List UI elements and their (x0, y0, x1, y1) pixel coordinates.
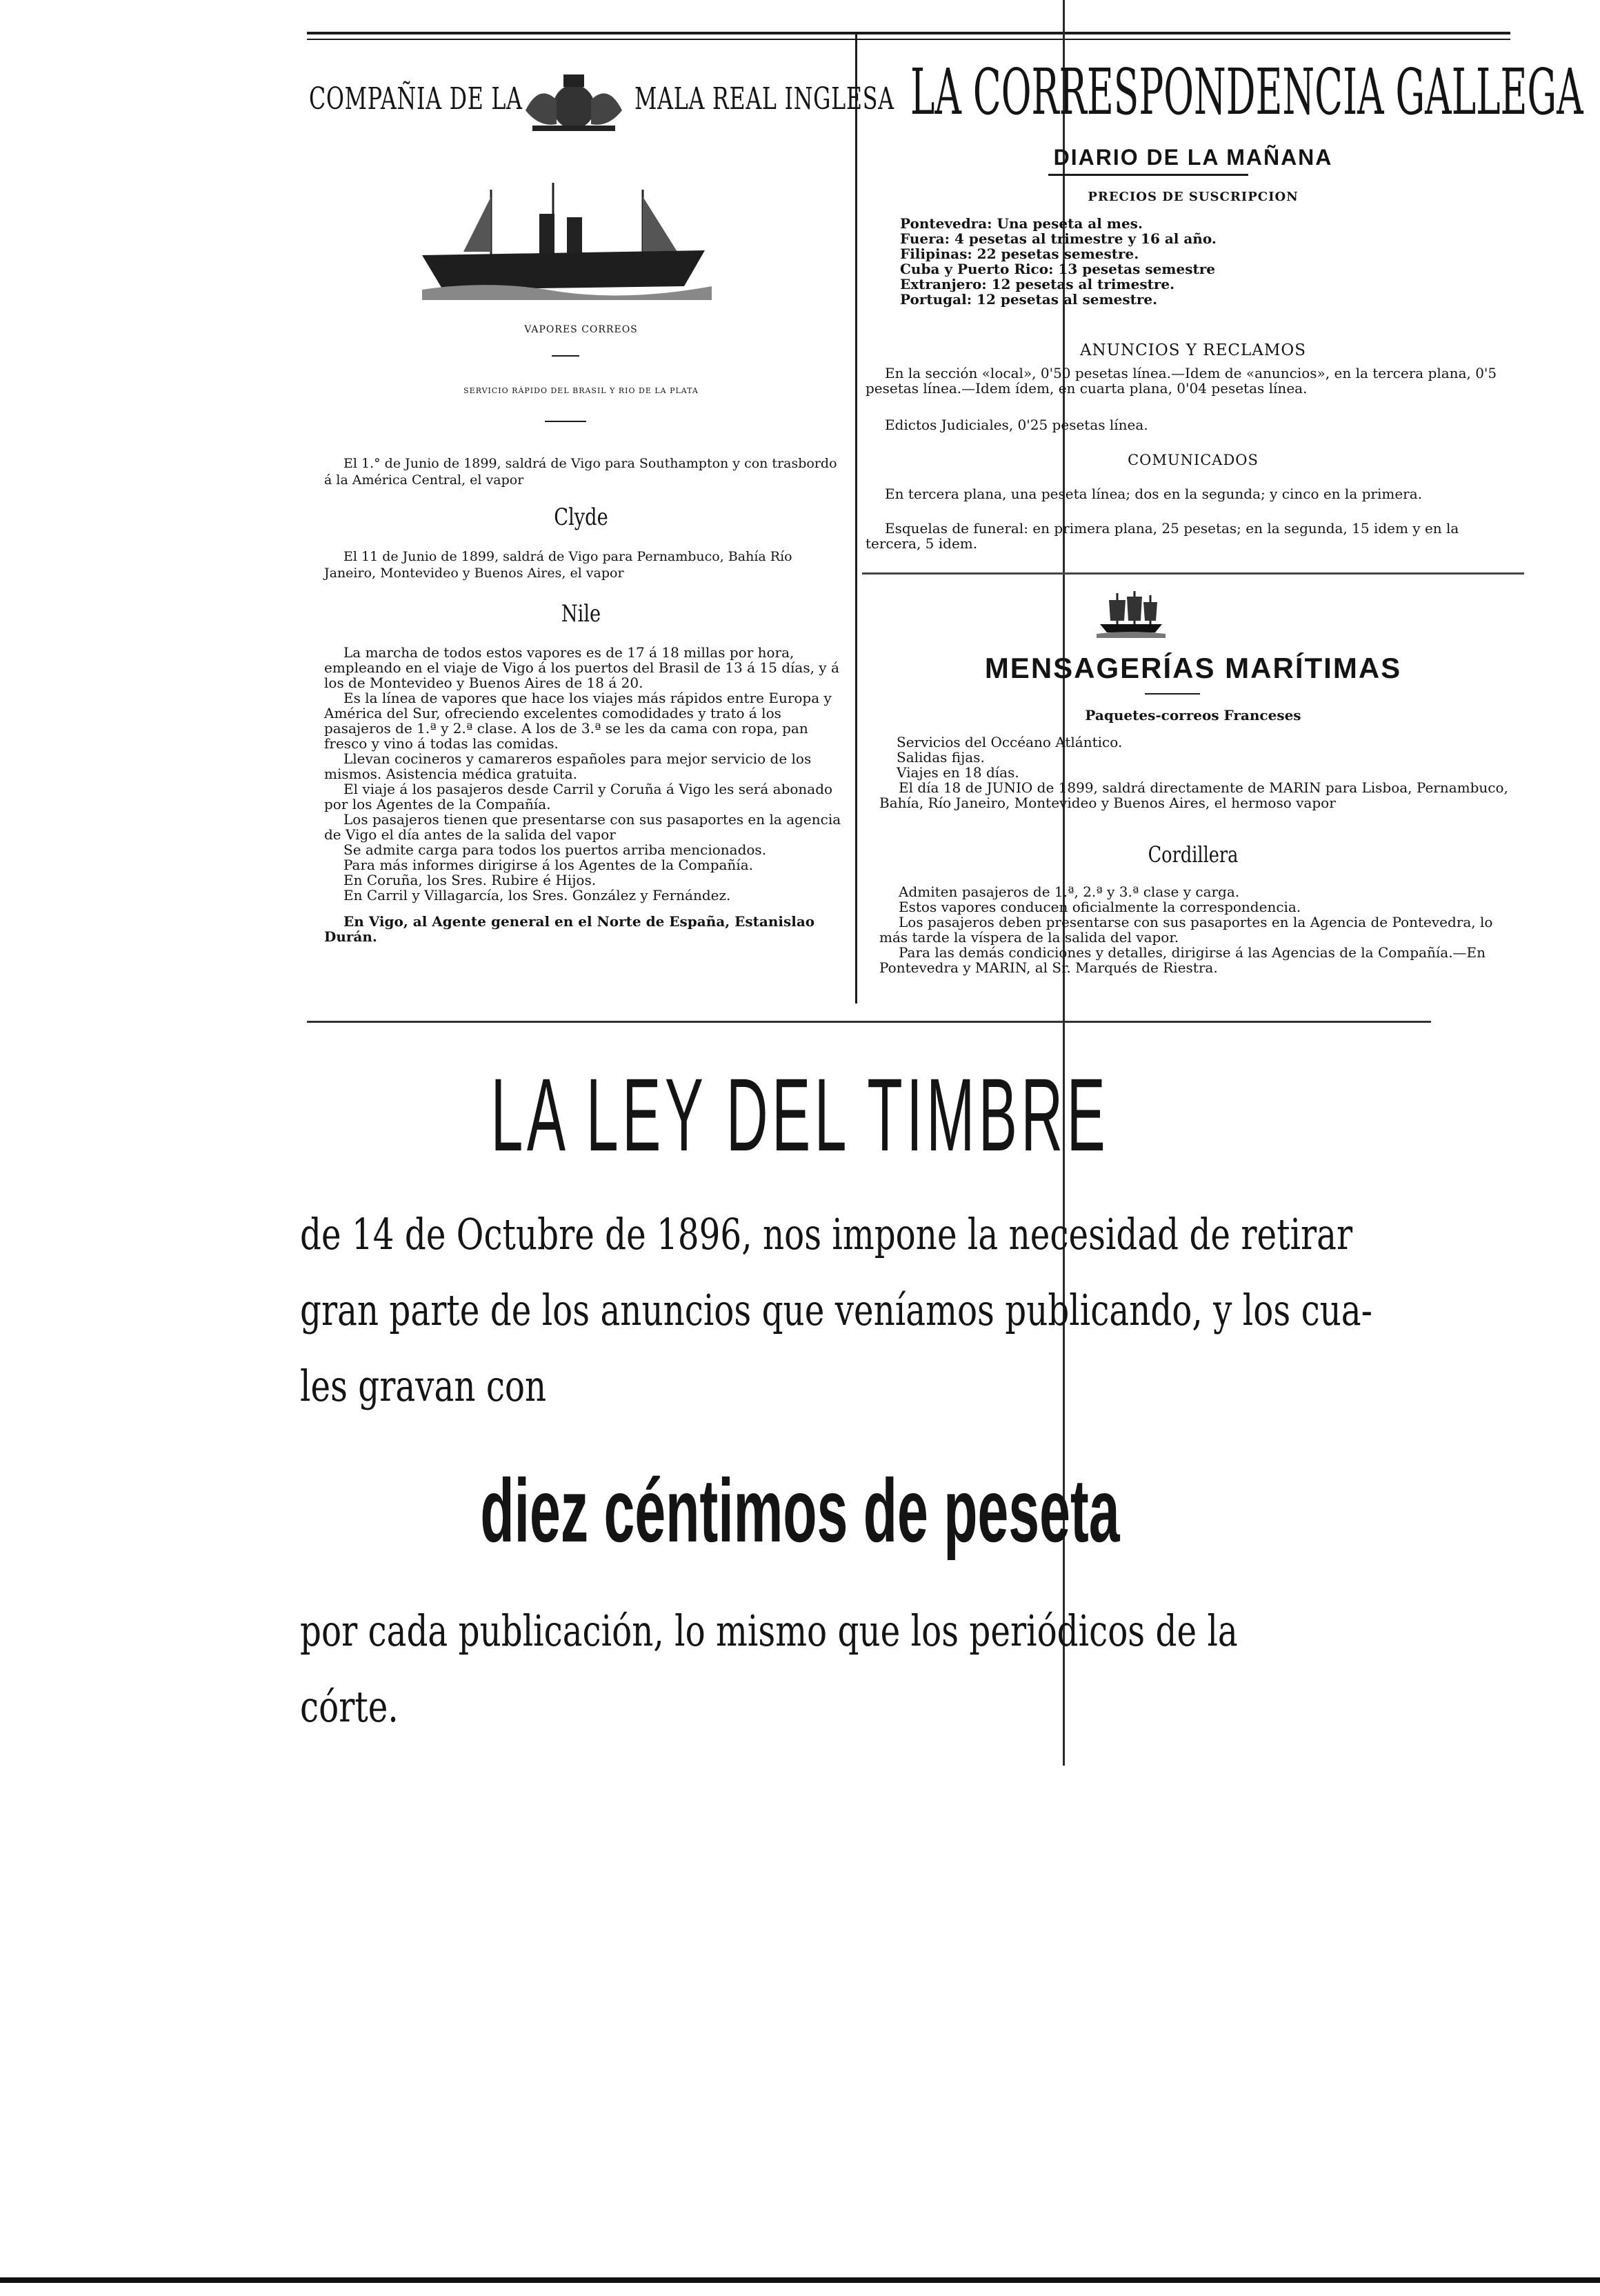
mensagerias-paragraphs (879, 884, 1514, 975)
left-paragraph: El viaje á los pasajeros desde Carril y Coruña á Vigo les será abonado por los Agentes de la Compañía. (324, 781, 833, 812)
right-separator (862, 572, 1524, 575)
mensagerias-paragraph: Los pasajeros deben presentarse con sus pasaportes en la Agencia de Pontevedra, lo más tarde la víspera de la salida del vapor. (879, 914, 1493, 946)
left-paragraph: Para más informes dirigirse á los Agentes de la Compañía. (343, 857, 753, 873)
price-item: Extranjero: 12 pesetas al trimestre. (900, 276, 1175, 292)
ship-name-cordillera: Cordillera (1148, 841, 1239, 868)
notice-line-3: les gravan con (300, 1361, 547, 1411)
top-rule (307, 32, 1510, 34)
left-paragraph: La marcha de todos estos vapores es de 17 á 18 millas por hora, empleando en el viaje de Vigo á los puertos del Brasil de 13 á 15 días, y á los de Montevideo y Buenos Aires de 18 á 20. (324, 644, 839, 691)
mensagerias-line: Servicios del Occéano Atlántico. (897, 734, 1123, 750)
ship-name-1: Clyde (554, 503, 608, 531)
mensagerias-line: Salidas fijas. (897, 749, 985, 766)
left-dash (552, 355, 579, 357)
ship-name-2: Nile (561, 600, 601, 628)
price-item: Filipinas: 22 pesetas semestre. (900, 246, 1139, 262)
mensagerias-paragraph: Admiten pasajeros de 1.ª, 2.ª y 3.ª clase y carga. (899, 884, 1240, 900)
comm-text: En tercera plana, una peseta línea; dos en la segunda; y cinco en la primera. (885, 486, 1423, 502)
mensagerias-subtitle: Paquetes-correos Franceses (1085, 707, 1301, 723)
notice-line-2: gran parte de los anuncios que veníamos publicando, y los cua- (300, 1285, 1372, 1335)
subtitle-underline (1048, 174, 1248, 176)
price-item: Fuera: 4 pesetas al trimestre y 16 al año. (900, 230, 1217, 247)
price-item: Portugal: 12 pesetas al semestre. (900, 291, 1158, 308)
top-rule-thin (307, 39, 1510, 40)
column-divider (855, 34, 857, 1004)
left-title-part2: MALA REAL INGLESA (634, 81, 894, 117)
left-subtitle: VAPORES CORREOS (524, 324, 638, 335)
left-paragraph: Es la línea de vapores que hace los viajes más rápidos entre Europa y América del Sur, ofreciendo excelentes comodidades y trato á los pasajeros de 1.ª y 2.ª clase. A los de 3.ª se les da cama con ropa, pan fresco y vino á todas las comidas. (324, 690, 832, 752)
ads-heading: ANUNCIOS Y RECLAMOS (1079, 341, 1307, 359)
notice-line-5: córte. (300, 1681, 399, 1732)
newspaper-subtitle: DIARIO DE LA MAÑANA (1053, 145, 1333, 170)
price-item: Pontevedra: Una peseta al mes. (900, 215, 1143, 232)
left-title-part1: COMPAÑIA DE LA (309, 81, 523, 117)
mensagerias-paragraph: Para las demás condiciones y detalles, dirigirse á las Agencias de la Compañía.—En Pontevedra y MARIN, al Sr. Marqués de Riestra. (879, 944, 1486, 976)
mensagerias-title: MENSAGERÍAS MARÍTIMAS (984, 652, 1402, 684)
mensagerias-paragraph: Estos vapores conducen oficialmente la correspondencia. (899, 899, 1301, 915)
left-dash-2 (545, 421, 586, 422)
left-paragraph: Se admite carga para todos los puertos arriba mencionados. (343, 841, 767, 858)
steamship-icon (422, 176, 712, 300)
left-paragraph: Los pasajeros tienen que presentarse con sus pasaportes en la agencia de Vigo el día antes de la salida del vapor (324, 811, 841, 843)
mensagerias-lines (897, 735, 1490, 780)
sailing-ship-icon (1097, 590, 1166, 638)
price-item: Cuba y Puerto Rico: 13 pesetas semestre (900, 261, 1215, 277)
mensagerias-departure: El día 18 de JUNIO de 1899, saldrá directamente de MARIN para Lisboa, Pernambuco, Bahía, Río Janeiro, Montevideo y Buenos Aires, el hermoso vapor (879, 779, 1508, 811)
royal-crest-icon (519, 69, 629, 134)
notice-line-4: por cada publicación, lo mismo que los periódicos de la (300, 1606, 1238, 1656)
funeral-text: Esquelas de funeral: en primera plana, 25 pesetas; en la segunda, 15 idem y en la tercera, 5 idem. (866, 520, 1459, 552)
comm-heading: COMUNICADOS (1128, 452, 1259, 468)
notice-line-1: de 14 de Octubre de 1896, nos impone la necesidad de retirar (300, 1209, 1353, 1259)
left-paragraphs (324, 645, 845, 944)
departure-2: El 11 de Junio de 1899, saldrá de Vigo para Pernambuco, Bahía Río Janeiro, Montevideo y Buenos Aires, el vapor (324, 549, 792, 581)
left-paragraph: Llevan cocineros y camareros españoles para mejor servicio de los mismos. Asistencia médica gratuita. (324, 750, 812, 782)
left-service-line: SERVICIO RÁPIDO DEL BRASIL Y RIO DE LA PLATA (463, 386, 699, 395)
ads-text: En la sección «local», 0'50 pesetas línea.—Idem de «anuncios», en la tercera plana, 0'5 pesetas línea.—Idem ídem, en cuarta plana, 0'04 pesetas línea. (866, 365, 1497, 397)
edicts-text: Edictos Judiciales, 0'25 pesetas línea. (885, 417, 1148, 433)
left-paragraph: En Coruña, los Sres. Rubire é Hijos. (343, 872, 597, 888)
notice-heading: LA LEY DEL TIMBRE (490, 1057, 1110, 1172)
departure-1: El 1.° de Junio de 1899, saldrá de Vigo para Southampton y con trasbordo á la América Central, el vapor (324, 456, 837, 488)
price-list (900, 216, 1314, 307)
mensagerias-line: Viajes en 18 días. (897, 764, 1019, 781)
left-agent: En Vigo, al Agente general en el Norte de España, Estanislao Durán. (324, 913, 815, 945)
notice-emphasis: diez céntimos de peseta (480, 1460, 1120, 1561)
mensagerias-dash (1145, 693, 1200, 695)
prices-heading: PRECIOS DE SUSCRIPCION (1088, 190, 1299, 204)
bottom-rule (0, 2277, 1600, 2283)
newspaper-title: LA CORRESPONDENCIA GALLEGA (910, 55, 1583, 129)
left-paragraph: En Carril y Villagarcía, los Sres. González y Fernández. (343, 887, 731, 904)
middle-rule (307, 1021, 1431, 1023)
